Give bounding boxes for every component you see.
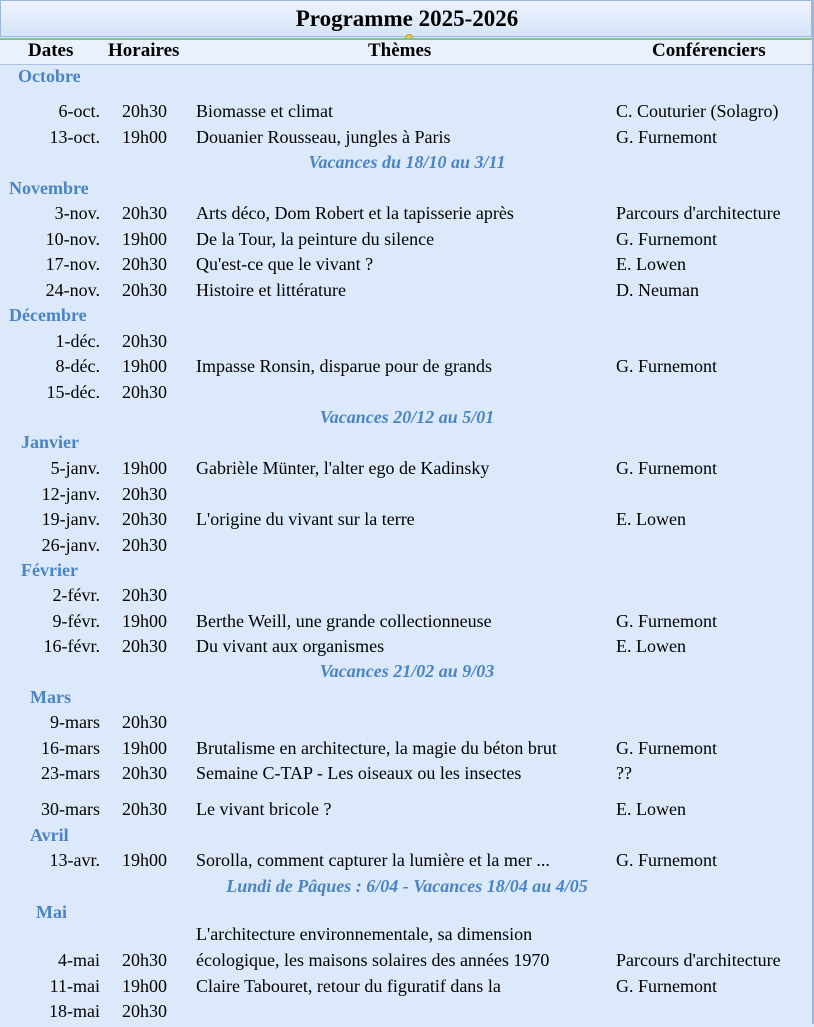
speaker-cell: G. Furnemont bbox=[616, 611, 717, 631]
month-label-avril: Avril bbox=[30, 825, 69, 845]
speaker-cell: G. Furnemont bbox=[616, 127, 717, 147]
table-row bbox=[0, 611, 814, 637]
month-label-novembre: Novembre bbox=[9, 178, 89, 198]
table-row bbox=[0, 535, 814, 561]
theme-cell: Biomasse et climat bbox=[196, 101, 333, 121]
month-label-janvier: Janvier bbox=[21, 432, 79, 452]
speaker-cell: E. Lowen bbox=[616, 254, 686, 274]
table-row bbox=[0, 799, 814, 825]
vacances-note: Vacances 20/12 au 5/01 bbox=[319, 407, 495, 427]
theme-cell: Claire Tabouret, retour du figuratif dans la bbox=[196, 976, 501, 996]
vacances-note: Vacances du 18/10 au 3/11 bbox=[308, 152, 506, 172]
time-cell: 20h30 bbox=[122, 535, 167, 555]
column-header-row bbox=[0, 40, 814, 65]
table-row bbox=[0, 924, 814, 976]
table-row bbox=[0, 101, 814, 127]
date-cell: 23-mars bbox=[41, 763, 100, 783]
speaker-cell: E. Lowen bbox=[616, 799, 686, 819]
theme-cell: Le vivant bricole ? bbox=[196, 799, 332, 819]
theme-cell: écologique, les maisons solaires des années 1970 bbox=[196, 950, 550, 970]
speaker-cell: G. Furnemont bbox=[616, 850, 717, 870]
date-cell: 9-mars bbox=[50, 712, 100, 732]
time-cell: 20h30 bbox=[122, 254, 167, 274]
time-cell: 20h30 bbox=[122, 280, 167, 300]
time-cell: 20h30 bbox=[122, 799, 167, 819]
time-cell: 20h30 bbox=[122, 1001, 167, 1021]
date-cell: 18-mai bbox=[49, 1001, 100, 1021]
date-cell: 12-janv. bbox=[41, 484, 100, 504]
time-cell: 20h30 bbox=[122, 509, 167, 529]
date-cell: 1-déc. bbox=[55, 331, 100, 351]
time-cell: 19h00 bbox=[122, 976, 167, 996]
date-cell: 4-mai bbox=[58, 950, 100, 970]
speaker-cell: C. Couturier (Solagro) bbox=[616, 101, 779, 121]
theme-cell: Douanier Rousseau, jungles à Paris bbox=[196, 127, 451, 147]
time-cell: 20h30 bbox=[122, 950, 167, 970]
date-cell: 10-nov. bbox=[45, 229, 100, 249]
theme-cell: Impasse Ronsin, disparue pour de grands bbox=[196, 356, 492, 376]
speaker-cell: G. Furnemont bbox=[616, 976, 717, 996]
table-row bbox=[0, 229, 814, 255]
table-row bbox=[0, 1001, 814, 1027]
title-bar bbox=[0, 0, 812, 37]
time-cell: 20h30 bbox=[122, 484, 167, 504]
table-row bbox=[0, 254, 814, 280]
month-label-mai: Mai bbox=[36, 902, 67, 922]
date-cell: 5-janv. bbox=[50, 458, 100, 478]
table-row bbox=[0, 585, 814, 611]
time-cell: 19h00 bbox=[122, 850, 167, 870]
table-row bbox=[0, 636, 814, 662]
date-cell: 30-mars bbox=[41, 799, 100, 819]
time-cell: 20h30 bbox=[122, 203, 167, 223]
time-cell: 19h00 bbox=[122, 458, 167, 478]
speaker-cell: ?? bbox=[616, 763, 632, 783]
date-cell: 24-nov. bbox=[45, 280, 100, 300]
theme-cell: L'origine du vivant sur la terre bbox=[196, 509, 415, 529]
time-cell: 19h00 bbox=[122, 229, 167, 249]
date-cell: 11-mai bbox=[49, 976, 100, 996]
speaker-cell: Parcours d'architecture bbox=[616, 203, 781, 223]
speaker-cell: G. Furnemont bbox=[616, 229, 717, 249]
date-cell: 26-janv. bbox=[41, 535, 100, 555]
theme-cell: Semaine C-TAP - Les oiseaux ou les insectes bbox=[196, 763, 522, 783]
speaker-cell: Parcours d'architecture bbox=[616, 950, 781, 970]
vacances-note: Vacances 21/02 au 9/03 bbox=[319, 661, 495, 681]
table-row bbox=[0, 509, 814, 535]
theme-cell: Sorolla, comment capturer la lumière et la mer ... bbox=[196, 850, 550, 870]
time-cell: 19h00 bbox=[122, 611, 167, 631]
table-row bbox=[0, 738, 814, 764]
speaker-cell: G. Furnemont bbox=[616, 458, 717, 478]
month-label-octobre: Octobre bbox=[18, 66, 81, 86]
date-cell: 16-mars bbox=[41, 738, 100, 758]
date-cell: 17-nov. bbox=[45, 254, 100, 274]
speaker-cell: E. Lowen bbox=[616, 636, 686, 656]
date-cell: 15-déc. bbox=[46, 382, 100, 402]
time-cell: 20h30 bbox=[122, 636, 167, 656]
month-label-decembre: Décembre bbox=[9, 305, 87, 325]
speaker-cell: D. Neuman bbox=[616, 280, 699, 300]
table-row bbox=[0, 331, 814, 357]
speaker-cell: G. Furnemont bbox=[616, 738, 717, 758]
theme-cell: Arts déco, Dom Robert et la tapisserie après bbox=[196, 203, 514, 223]
date-cell: 2-févr. bbox=[52, 585, 100, 605]
time-cell: 19h00 bbox=[122, 356, 167, 376]
column-header-dates: Dates bbox=[28, 40, 74, 61]
time-cell: 20h30 bbox=[122, 382, 167, 402]
month-label-mars: Mars bbox=[30, 687, 71, 707]
speaker-cell: G. Furnemont bbox=[616, 356, 717, 376]
date-cell: 8-déc. bbox=[55, 356, 100, 376]
table-row bbox=[0, 484, 814, 510]
theme-cell: Gabrièle Münter, l'alter ego de Kadinsky bbox=[196, 458, 490, 478]
theme-cell: Histoire et littérature bbox=[196, 280, 346, 300]
time-cell: 20h30 bbox=[122, 331, 167, 351]
speaker-cell: E. Lowen bbox=[616, 509, 686, 529]
table-row bbox=[0, 763, 814, 789]
column-header-horaires: Horaires bbox=[108, 40, 180, 61]
time-cell: 19h00 bbox=[122, 738, 167, 758]
vacances-note: Lundi de Pâques : 6/04 - Vacances 18/04 au 4/05 bbox=[226, 876, 588, 896]
table-row bbox=[0, 280, 814, 306]
date-cell: 6-oct. bbox=[58, 101, 100, 121]
date-cell: 3-nov. bbox=[54, 203, 100, 223]
date-cell: 19-janv. bbox=[41, 509, 100, 529]
date-cell: 13-oct. bbox=[49, 127, 100, 147]
date-cell: 13-avr. bbox=[49, 850, 100, 870]
theme-cell: Brutalisme en architecture, la magie du béton brut bbox=[196, 738, 557, 758]
table-row bbox=[0, 382, 814, 408]
page-title: Programme 2025-2026 bbox=[295, 6, 519, 31]
time-cell: 19h00 bbox=[122, 127, 167, 147]
theme-cell: Qu'est-ce que le vivant ? bbox=[196, 254, 374, 274]
column-header-themes: Thèmes bbox=[368, 40, 432, 61]
time-cell: 20h30 bbox=[122, 585, 167, 605]
table-row bbox=[0, 458, 814, 484]
theme-cell: Berthe Weill, une grande collectionneuse bbox=[196, 611, 492, 631]
date-cell: 9-févr. bbox=[52, 611, 100, 631]
theme-cell: Du vivant aux organismes bbox=[196, 636, 385, 656]
table-row bbox=[0, 712, 814, 738]
time-cell: 20h30 bbox=[122, 763, 167, 783]
table-row bbox=[0, 850, 814, 876]
time-cell: 20h30 bbox=[122, 101, 167, 121]
column-header-conferenciers: Conférenciers bbox=[652, 40, 766, 61]
table-row bbox=[0, 356, 814, 382]
time-cell: 20h30 bbox=[122, 712, 167, 732]
table-row bbox=[0, 203, 814, 229]
date-cell: 16-févr. bbox=[43, 636, 100, 656]
table-row bbox=[0, 976, 814, 1002]
table-row bbox=[0, 127, 814, 153]
theme-cell-line1: L'architecture environnementale, sa dimension bbox=[196, 924, 533, 944]
month-label-fevrier: Février bbox=[21, 560, 78, 580]
theme-cell: De la Tour, la peinture du silence bbox=[196, 229, 435, 249]
